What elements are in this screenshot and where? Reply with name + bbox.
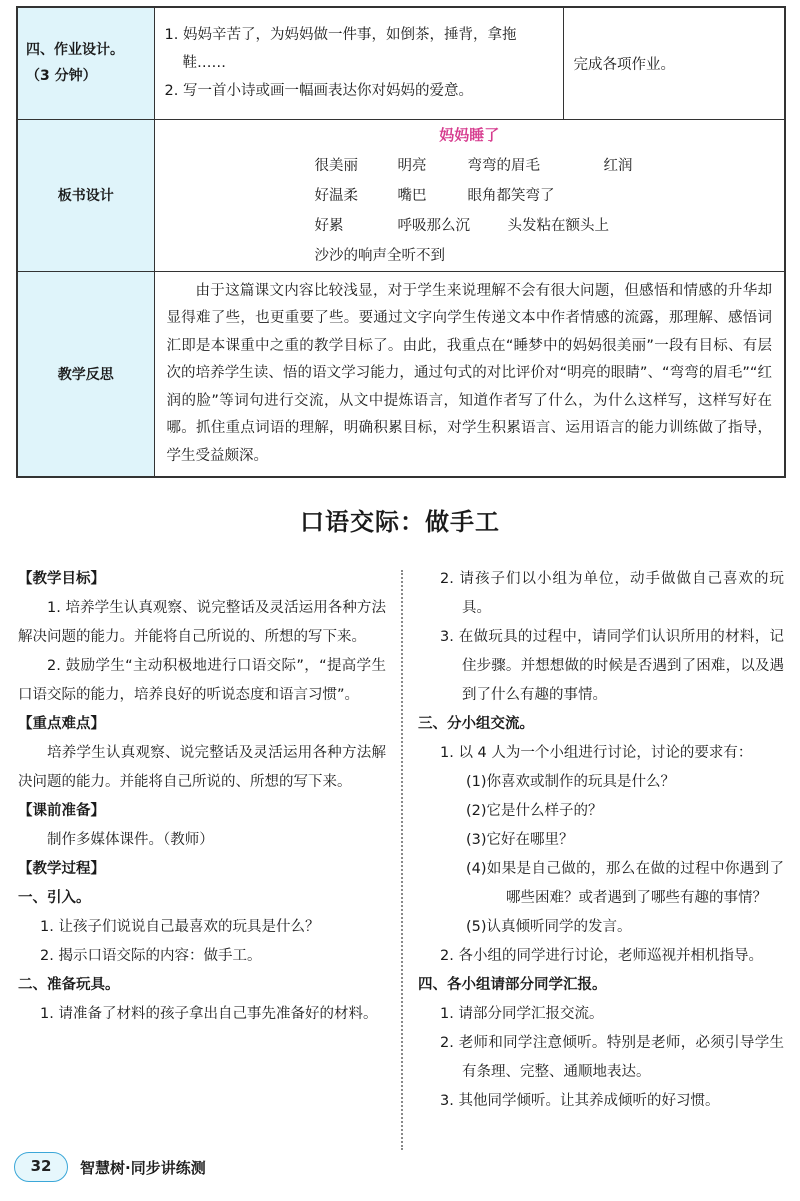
board-word: 眼角都笑弯了 xyxy=(467,187,555,204)
board-word: 好温柔 xyxy=(314,187,358,204)
homework-label-cell xyxy=(17,7,154,119)
board-word: 很美丽 xyxy=(314,157,358,174)
step-4-item-1: 1. 请部分同学汇报交流。 xyxy=(440,1006,604,1022)
board-word: 弯弯的眉毛 xyxy=(467,157,540,174)
step-4-item-2: 2. 老师和同学注意倾听。特别是老师，必须引导学生有条理、完整、通顺地表达。 xyxy=(440,1035,784,1080)
step-1-item-2: 2. 揭示口语交际的内容：做手工。 xyxy=(40,948,262,964)
board-content xyxy=(154,119,785,271)
question-5: (5)认真倾听同学的发言。 xyxy=(466,919,632,935)
page-footer xyxy=(14,1152,414,1186)
lesson-plan-table xyxy=(16,6,786,478)
key-text: 培养学生认真观察、说完整话及灵活运用各种方法解决问题的能力。并能将自己所说的、所想的写下来。 xyxy=(18,745,386,790)
board-row-3 xyxy=(155,211,785,241)
question-1: (1)你喜欢或制作的玩具是什么？ xyxy=(466,774,676,790)
step-4-heading: 四、各小组请部分同学汇报。 xyxy=(418,977,607,993)
question-4: (4)如果是自己做的，那么在做的过程中你遇到了哪些困难？或者遇到了哪些有趣的事情？ xyxy=(466,861,784,906)
board-word: 沙沙的响声全听不到 xyxy=(314,247,445,264)
step-2-heading: 二、准备玩具。 xyxy=(18,977,120,993)
reflection-text: 由于这篇课文内容比较浅显，对于学生来说理解不会有很大问题，但感悟和情感的升华却显得难了些，也更重要了些。要通过文字向学生传递文本中作者情感的流露，那理解、感悟词汇即是本课重中之重的教学目标了。由此，我重点在“睡梦中的妈妈很美丽”一段有目标、有层次的培养学生读、悟的语文学习能力，通过句式的对比评价对“明亮的眼睛”、“弯弯的眉毛”“红润的脸”等词句进行交流，从文中提炼语言，知道作者写了什么，为什么这样写，这样写好在哪。抓住重点词语的理解，明确积累目标，对学生积累语言、运用语言的能力训练做了指导，学生受益颇深。 xyxy=(154,271,785,477)
column-divider xyxy=(401,570,403,1150)
page-number: 32 xyxy=(30,1157,52,1175)
board-title: 妈妈睡了 xyxy=(439,125,500,144)
board-word: 呼吸那么沉 xyxy=(397,217,470,234)
process-heading: 【教学过程】 xyxy=(18,861,105,877)
lesson-title: 口语交际：做手工 xyxy=(300,508,500,536)
board-word: 好累 xyxy=(314,217,344,234)
step-2-item-3: 3. 在做玩具的过程中，请同学们认识所用的材料，记住步骤。并想想做的时候是否遇到了困难，以及遇到了什么有趣的事情。 xyxy=(440,629,784,703)
brand-name: 智慧树·同步讲练测 xyxy=(80,1159,206,1177)
step-3-item-1: 1. 以 4 人为一个小组进行讨论，讨论的要求有： xyxy=(440,745,753,761)
board-row-1 xyxy=(155,151,785,181)
homework-duration: （3 分钟） xyxy=(26,68,97,85)
right-column xyxy=(418,565,784,1116)
homework-label: 四、作业设计。 xyxy=(26,42,124,59)
step-1-heading: 一、引入。 xyxy=(18,890,91,906)
board-word: 明亮 xyxy=(397,157,427,174)
board-label: 板书设计 xyxy=(17,119,154,271)
homework-row xyxy=(17,7,785,119)
step-3-item-2: 2. 各小组的同学进行讨论，老师巡视并相机指导。 xyxy=(440,948,763,964)
question-2: (2)它是什么样子的？ xyxy=(466,803,603,819)
homework-item-2: 2. 写一首小诗或画一幅画表达你对妈妈的爱意。 xyxy=(164,83,473,100)
reflection-label: 教学反思 xyxy=(17,271,154,477)
left-column xyxy=(18,565,386,1029)
step-4-item-3: 3. 其他同学倾听。让其养成倾听的好习惯。 xyxy=(440,1093,720,1109)
homework-student-activity: 完成各项作业。 xyxy=(563,7,785,119)
board-word: 嘴巴 xyxy=(397,187,427,204)
homework-items xyxy=(154,7,563,119)
board-word: 红润 xyxy=(603,157,633,174)
board-row xyxy=(17,119,785,271)
step-3-heading: 三、分小组交流。 xyxy=(418,716,534,732)
goals-heading: 【教学目标】 xyxy=(18,571,105,587)
reflection-row xyxy=(17,271,785,477)
board-row-4 xyxy=(155,241,785,271)
step-2-item-1: 1. 请准备了材料的孩子拿出自己事先准备好的材料。 xyxy=(40,1006,378,1022)
question-3: (3)它好在哪里？ xyxy=(466,832,574,848)
step-1-item-1: 1. 让孩子们说说自己最喜欢的玩具是什么？ xyxy=(40,919,320,935)
step-2-item-2: 2. 请孩子们以小组为单位，动手做做自己喜欢的玩具。 xyxy=(440,571,784,616)
key-heading: 【重点难点】 xyxy=(18,716,105,732)
goal-2: 2. 鼓励学生“主动积极地进行口语交际”，“提高学生口语交际的能力，培养良好的听说态度和语言习惯”。 xyxy=(18,658,386,703)
board-row-2 xyxy=(155,181,785,211)
goal-1: 1. 培养学生认真观察、说完整话及灵活运用各种方法解决问题的能力。并能将自己所说的、所想的写下来。 xyxy=(18,600,386,645)
prep-heading: 【课前准备】 xyxy=(18,803,105,819)
homework-item-1: 1. 妈妈辛苦了，为妈妈做一件事，如倒茶，捶背，拿拖鞋…… xyxy=(164,27,517,72)
board-word: 头发粘在额头上 xyxy=(507,217,609,234)
page-number-badge xyxy=(14,1152,68,1182)
prep-text: 制作多媒体课件。（教师） xyxy=(47,832,214,848)
